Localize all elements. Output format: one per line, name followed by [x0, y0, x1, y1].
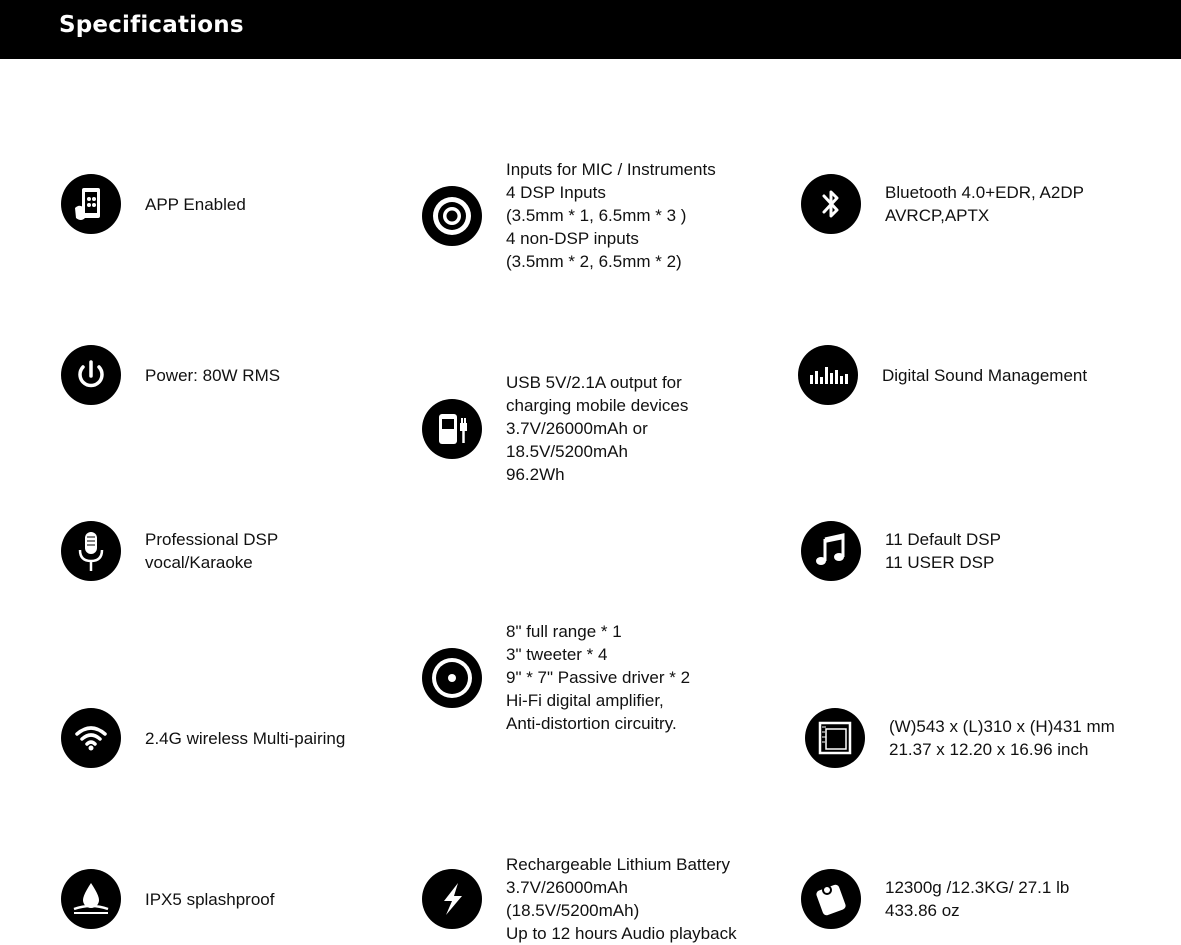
charging-icon: [422, 399, 482, 459]
header-bar: [0, 0, 1181, 59]
spec-default-dsp: [801, 521, 1001, 581]
spec-wireless: [61, 708, 345, 768]
spec-text: Bluetooth 4.0+EDR, A2DP AVRCP,APTX: [885, 183, 1084, 225]
spec-splashproof: [61, 869, 274, 929]
spec-text: Rechargeable Lithium Battery 3.7V/26000mAh (18.5V/5200mAh) Up to 12 hours Audio playback: [506, 855, 737, 943]
spec-text: APP Enabled: [145, 194, 246, 214]
spec-dsp-vocal: [61, 521, 278, 581]
dimensions-icon: [805, 708, 865, 768]
spec-battery: [422, 853, 737, 945]
page-title: Specifications: [59, 12, 244, 38]
lightning-icon: [422, 869, 482, 929]
spec-text: 8" full range * 1 3" tweeter * 4 9" * 7" Passive driver * 2 Hi-Fi digital amplifier, Anti-distortion circuitry.: [506, 622, 691, 733]
spec-app-enabled: [61, 174, 246, 234]
power-icon: [61, 345, 121, 405]
weight-scale-icon: [801, 869, 861, 929]
spec-text: 11 Default DSP 11 USER DSP: [885, 530, 1001, 572]
spec-dimensions: [805, 708, 1115, 768]
spec-usb-output: [422, 371, 688, 486]
ring-target-icon: [422, 186, 482, 246]
spec-text: IPX5 splashproof: [145, 889, 275, 909]
spec-text: 12300g /12.3KG/ 27.1 lb 433.86 oz: [885, 878, 1070, 920]
microphone-icon: [61, 521, 121, 581]
equalizer-icon: [798, 345, 858, 405]
spec-text: Professional DSP vocal/Karaoke: [145, 530, 279, 572]
bluetooth-icon: [801, 174, 861, 234]
wifi-icon: [61, 708, 121, 768]
music-note-icon: [801, 521, 861, 581]
spec-text: (W)543 x (L)310 x (H)431 mm 21.37 x 12.20 x 16.96 inch: [889, 717, 1115, 759]
spec-digital-sound: [798, 345, 1087, 405]
spec-power: [61, 345, 280, 405]
phone-app-icon: [61, 174, 121, 234]
spec-weight: [801, 869, 1069, 929]
spec-text: 2.4G wireless Multi-pairing: [145, 728, 346, 748]
water-drop-icon: [61, 869, 121, 929]
spec-text: Inputs for MIC / Instruments 4 DSP Inputs (3.5mm * 1, 6.5mm * 3 ) 4 non-DSP inputs (3.5mm * 2, 6.5mm * 2): [506, 160, 716, 271]
spec-text: Digital Sound Management: [882, 365, 1088, 385]
spec-drivers: [422, 620, 690, 735]
spec-text: USB 5V/2.1A output for charging mobile devices 3.7V/26000mAh or 18.5V/5200mAh 96.2Wh: [506, 373, 689, 484]
speaker-driver-icon: [422, 648, 482, 708]
spec-bluetooth: [801, 174, 1084, 234]
spec-text: Power: 80W RMS: [145, 365, 281, 385]
spec-inputs: [422, 158, 716, 273]
